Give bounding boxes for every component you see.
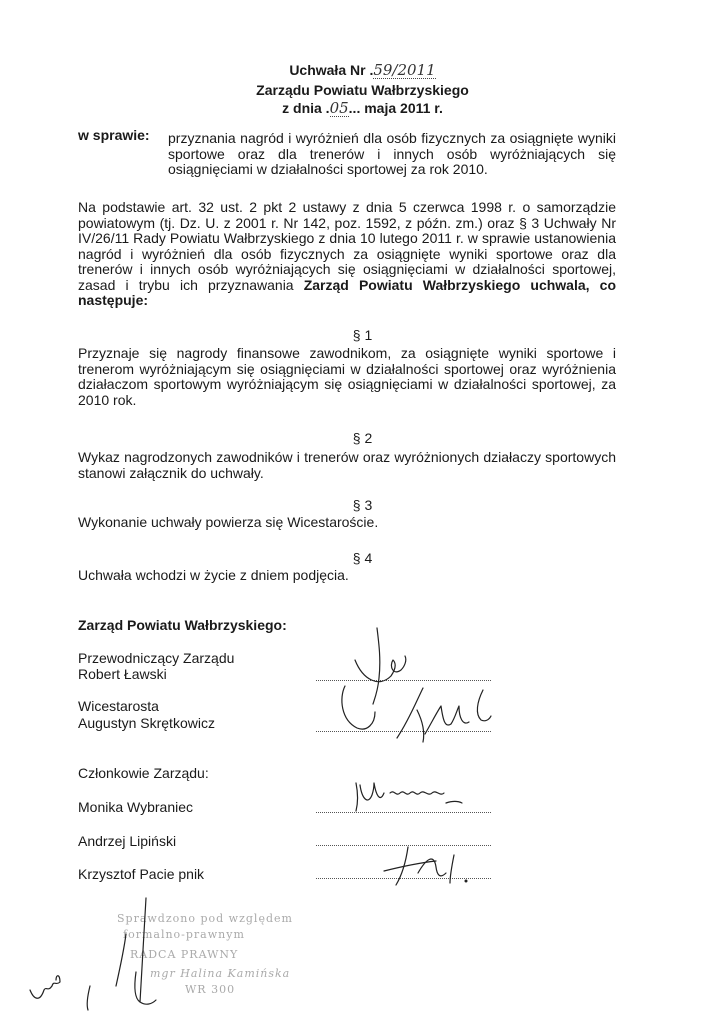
section-text-1: Przyznaje się nagrody finansowe zawodnikom, za osiągnięte wyniki sportowe i trenerom wyróżniającym się osiągnięciami w działalności sportowej oraz wyróżnienia działaczom sportowym wyróżniającym się osiągnięciami w działalności sportowej, za 2010 rok. [78, 345, 616, 408]
chair-role: Przewodniczący Zarządu [78, 650, 235, 666]
resolution-date [0, 100, 725, 117]
section-text-4: Uchwała wchodzi w życie z dniem podjęcia. [78, 567, 349, 583]
member-signature-3 [380, 843, 475, 888]
section-text-3: Wykonanie uchwały powierza się Wicestaroście. [78, 514, 379, 530]
resolution-number-handwritten: 59/2011 [373, 61, 436, 79]
section-mark-3: § 3 [352, 497, 373, 513]
date-prefix: z dnia . [282, 100, 330, 116]
stamp-line-2: formalno-prawnym [123, 928, 245, 941]
member-name-2: Andrzej Lipiński [78, 833, 177, 849]
resolution-title-prefix: Uchwała Nr . [289, 62, 374, 78]
member-signature-1 [350, 775, 470, 815]
section-mark-2: § 2 [352, 430, 373, 446]
section-text-2: Wykaz nagrodzonych zawodników i trenerów oraz wyróżnionych działaczy sportowych stanowi załącznik do uchwały. [78, 449, 616, 481]
section-mark-4: § 4 [352, 550, 373, 566]
legal-basis-text: Na podstawie art. 32 ust. 2 pkt 2 ustawy z dnia 5 czerwca 1998 r. o samorządzie powiatowym (tj. Dz. U. z 2001 r. Nr 142, poz. 1592, z późn. zm.) oraz § 3 Uchwały Nr IV/26/11 Rady Powiatu Wałbrzyskiego z dnia 10 lutego 2011 r. w sprawie ustanowienia nagród i wyróżnień dla osób fizycznych za osiągnięte wyniki sportowe oraz dla trenerów i innych osób wyróżniających się osiągnięciami w działalności sportowej, zasad i trybu ich przyznawania [78, 199, 616, 293]
subject-text: przyznania nagród i wyróżnień dla osób fizycznych za osiągnięte wyniki sportowe oraz dla trenerów i innych osób wyróżniających się osiągnięciami w działalności sportowej za rok 2010. [168, 130, 616, 177]
issuer-name: Zarządu Powiatu Wałbrzyskiego [256, 82, 469, 98]
member-name-3: Krzysztof Pacie pnik [78, 866, 205, 882]
vice-name: Augustyn Skrętkowicz [78, 715, 215, 731]
stamp-line-4: mgr Halina Kamińska [150, 967, 291, 980]
members-heading: Członkowie Zarządu: [78, 765, 209, 781]
section-mark-1: § 1 [352, 327, 373, 343]
legal-basis [78, 200, 616, 309]
chair-name: Robert Ławski [78, 666, 167, 682]
board-heading: Zarząd Powiatu Wałbrzyskiego: [78, 617, 287, 633]
vice-role: Wicestarosta [78, 698, 159, 714]
resolution-title [0, 62, 725, 79]
date-day-handwritten: 05 [329, 99, 349, 117]
legal-basis-bold: Zarząd Powiatu Wałbrzyskiego uchwala, co następuje: [78, 276, 616, 308]
vice-signature [395, 680, 505, 750]
subject-label: w sprawie: [78, 127, 150, 143]
member-name-1: Monika Wybraniec [78, 799, 194, 815]
date-suffix: ... maja 2011 r. [348, 100, 443, 116]
initials-signature [30, 890, 175, 1015]
stamp-line-1: Sprawdzono pod względem [117, 912, 293, 925]
stamp-line-3: RADCA PRAWNY [130, 948, 239, 961]
stamp-line-5: WR 300 [185, 983, 236, 996]
